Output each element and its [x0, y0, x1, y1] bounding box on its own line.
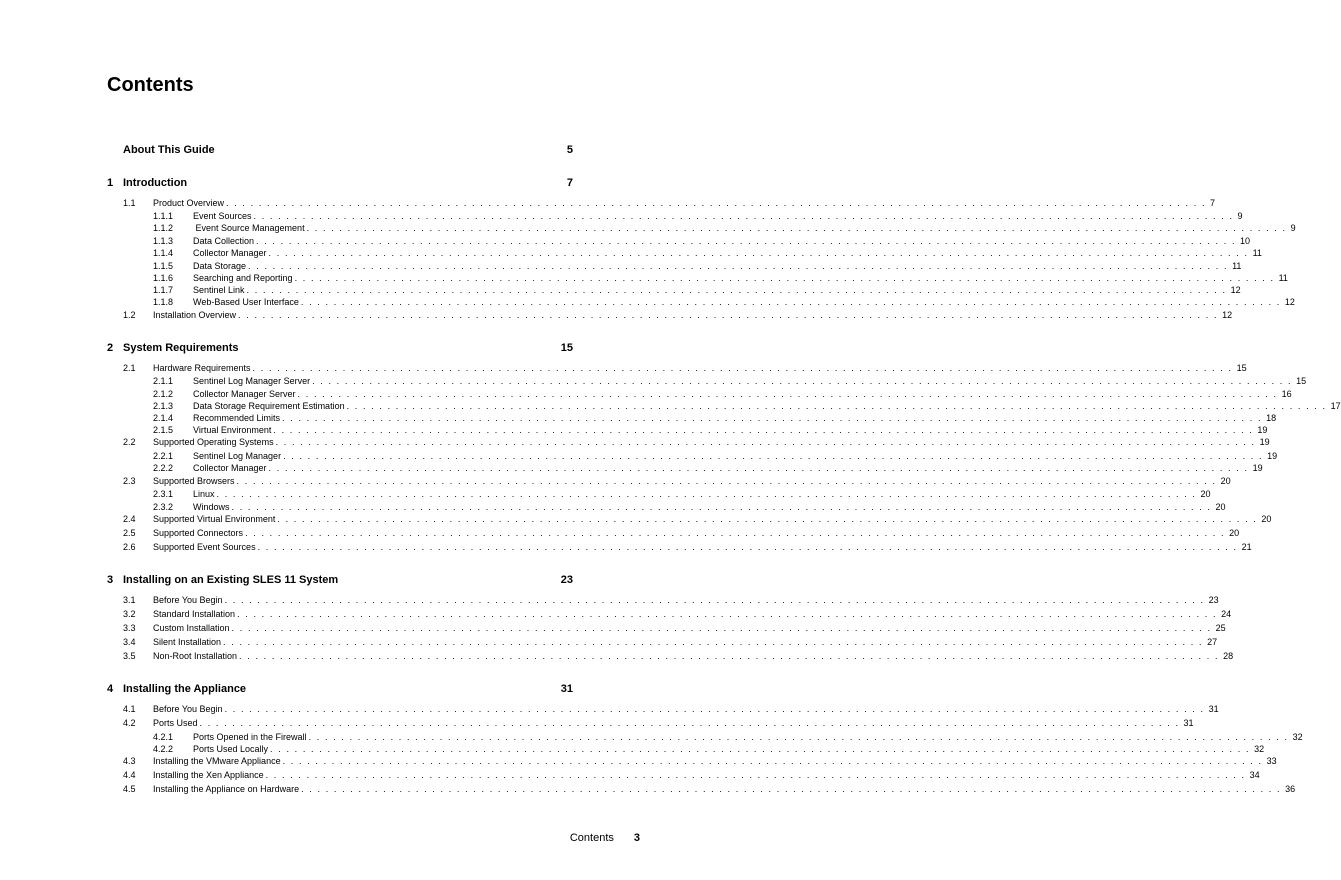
toc-chapter-row[interactable]: [107, 177, 573, 189]
footer-label: Contents: [569, 832, 614, 844]
toc-number: 4.3: [123, 756, 136, 766]
toc-section-row[interactable]: [123, 784, 1296, 794]
toc-leader-dots: . . . . . . . . . . . . . . . . . . . . . . . . . . . . . . . . . . . . . . . . . . . . . . . . . . . . . . . . . . . . . . . . . . . . . . . . . . . . . . . . . . . . . . . . . . . . . . . . . . . . . . . . . . . . . . . . . . . . . . . .: [257, 542, 1238, 552]
toc-leader-dots: . . . . . . . . . . . . . . . . . . . . . . . . . . . . . . . . . . . . . . . . . . . . . . . . . . . . . . . . . . . . . . . . . . . . . . . . . . . . . . . . . . . . . . . . . . . . . . . . . . . . . . . . . . . . . . . . . . . . . . . .: [246, 285, 1227, 295]
toc-number: 4.4: [123, 770, 136, 780]
toc-number: 2.1: [123, 363, 136, 373]
toc-page-number: 15: [1296, 376, 1307, 386]
toc-leader-dots: . . . . . . . . . . . . . . . . . . . . . . . . . . . . . . . . . . . . . . . . . . . . . . . . . . . . . . . . . . . . . . . . . . . . . . . . . . . . . . . . . . . . . . . . . . . . . . . . . . . . . . . . . . . . . . . . . . . . . . . .: [252, 363, 1233, 373]
toc-page-number: 31: [560, 683, 573, 695]
toc-page-number: 7: [1210, 198, 1216, 208]
toc-leader-dots: . . . . . . . . . . . . . . . . . . . . . . . . . . . . . . . . . . . . . . . . . . . . . . . . . . . . . . . . . . . . . . . . . . . . . . . . . . . . . . . . . . . . . . . . . . . . . . . . . . . . . . . . . . . . . . . . . . . . . . . .: [283, 451, 1264, 461]
toc-page-number: 11: [1278, 273, 1288, 283]
toc-page-number: 9: [1290, 223, 1296, 233]
toc-number: 4.5: [123, 784, 136, 794]
toc-page-number: 9: [1237, 211, 1243, 221]
toc-subsection-row[interactable]: [153, 211, 1243, 221]
toc-leader-dots: . . . . . . . . . . . . . . . . . . . . . . . . . . . . . . . . . . . . . . . . . . . . . . . . . . . . . . . . . . . . . . . . . . . . . . . . . . . . . . . . . . . . . . . . . . . . . . . . . . . . . . . . . . . . . . . . . . . . . . . .: [224, 704, 1205, 714]
toc-title[interactable]: Installing the VMware Appliance: [153, 756, 281, 766]
toc-leader-dots: . . . . . . . . . . . . . . . . . . . . . . . . . . . . . . . . . . . . . . . . . . . . . . . . . . . . . . . . . . . . . . . . . . . . . . . . . . . . . . . . . . . . . . . . . . . . . . . . . . . . . . . . . . . . . . . . . . . . . . . .: [231, 502, 1212, 512]
toc-page-number: 34: [1249, 770, 1260, 780]
toc-section-row[interactable]: [123, 514, 1272, 524]
toc-page-number: 12: [1230, 285, 1241, 295]
toc-section-row[interactable]: [123, 476, 1231, 486]
toc-number: 2.1.4: [153, 413, 174, 423]
toc-leader-dots: . . . . . . . . . . . . . . . . . . . . . . . . . . . . . . . . . . . . . . . . . . . . . . . . . . . . . . . . . . . . . . . . . . . . . . . . . . . . . . . . . . . . . . . . . . . . . . . . . . . . . . . . . . . . . . . . . . . . . . . .: [306, 223, 1287, 233]
toc-subsection-row[interactable]: [153, 389, 1292, 399]
toc-section-row[interactable]: [123, 623, 1226, 633]
toc-number: 1.1.5: [153, 261, 174, 271]
toc-page-number: 25: [1215, 623, 1226, 633]
toc-page-number: 11: [1232, 261, 1242, 271]
toc-page-number: 20: [1215, 502, 1226, 512]
toc-page-number: 31: [1183, 718, 1194, 728]
toc-leader-dots: . . . . . . . . . . . . . . . . . . . . . . . . . . . . . . . . . . . . . . . . . . . . . . . . . . . . . . . . . . . . . . . . . . . . . . . . . . . . . . . . . . . . . . . . . . . . . . . . . . . . . . . . . . . . . . . . . . . . . . . .: [268, 463, 1249, 473]
toc-title[interactable]: Hardware Requirements: [153, 363, 251, 373]
toc-leader-dots: . . . . . . . . . . . . . . . . . . . . . . . . . . . . . . . . . . . . . . . . . . . . . . . . . . . . . . . . . . . . . . . . . . . . . . . . . . . . . . . . . . . . . . . . . . . . . . . . . . . . . . . . . . . . . . . . . . . . . . . .: [224, 595, 1205, 605]
toc-leader-dots: . . . . . . . . . . . . . . . . . . . . . . . . . . . . . . . . . . . . . . . . . . . . . . . . . . . . . . . . . . . . . . . . . . . . . . . . . . . . . . . . . . . . . . . . . . . . . . . . . . . . . . . . . . . . . . . . . . . . . . . .: [277, 514, 1258, 524]
toc-number: 3: [107, 574, 114, 586]
toc-number: 4.2.1: [153, 732, 174, 742]
toc-title[interactable]: Supported Operating Systems: [153, 437, 274, 447]
toc-number: 2.1.5: [153, 425, 174, 435]
toc-chapter-row[interactable]: [107, 683, 573, 695]
toc-leader-dots: . . . . . . . . . . . . . . . . . . . . . . . . . . . . . . . . . . . . . . . . . . . . . . . . . . . . . . . . . . . . . . . . . . . . . . . . . . . . . . . . . . . . . . . . . . . . . . . . . . . . . . . . . . . . . . . . . . . . . . . .: [248, 261, 1229, 271]
toc-number: 3.1: [123, 595, 136, 605]
toc-title[interactable]: Searching and Reporting: [193, 273, 293, 283]
toc-leader-dots: . . . . . . . . . . . . . . . . . . . . . . . . . . . . . . . . . . . . . . . . . . . . . . . . . . . . . . . . . . . . . . . . . . . . . . . . . . . . . . . . . . . . . . . . . . . . . . . . . . . . . . . . . . . . . . . . . . . . . . . .: [282, 413, 1263, 423]
toc-section-row[interactable]: [123, 637, 1218, 647]
toc-section-row[interactable]: [123, 651, 1234, 661]
toc-number: 2.1.2: [153, 389, 174, 399]
toc-title[interactable]: Data Storage Requirement Estimation: [193, 401, 345, 411]
toc-section-row[interactable]: [123, 718, 1194, 728]
toc-number: 2.3.1: [153, 489, 174, 499]
toc-section-row[interactable]: [123, 595, 1219, 605]
toc-title[interactable]: Web-Based User Interface: [193, 297, 299, 307]
toc-page-number: 24: [1221, 609, 1232, 619]
toc-title[interactable]: Sentinel Link: [193, 285, 245, 295]
toc-page-number: 17: [1330, 401, 1341, 411]
toc-page-number: 19: [1252, 463, 1263, 473]
toc-subsection-row[interactable]: [153, 285, 1241, 295]
toc-page-number: 23: [560, 574, 573, 586]
toc-page-number: 27: [1207, 637, 1218, 647]
toc-title[interactable]: Non-Root Installation: [153, 651, 238, 661]
toc-title[interactable]: Installation Overview: [153, 310, 237, 320]
toc-chapter-row[interactable]: [107, 144, 573, 156]
toc-number: 1: [107, 177, 114, 189]
toc-number: 4: [107, 683, 114, 695]
toc-page-number: 20: [1261, 514, 1272, 524]
toc-title[interactable]: Event Source Management: [193, 223, 305, 233]
toc-number: 4.2: [123, 718, 136, 728]
toc-title[interactable]: Ports Used Locally: [193, 744, 269, 754]
toc-page-number: 32: [1254, 744, 1265, 754]
toc-page-number: 36: [1285, 784, 1296, 794]
toc-subsection-row[interactable]: [153, 273, 1288, 283]
toc-page-number: 31: [1208, 704, 1219, 714]
toc-number: 1.1.6: [153, 273, 174, 283]
toc-title[interactable]: Before You Begin: [153, 704, 223, 714]
toc-title[interactable]: Installing on an Existing SLES 11 System: [123, 574, 339, 586]
toc-page-number: 19: [1267, 451, 1278, 461]
toc-number: 1.1.3: [153, 236, 174, 246]
toc-subsection-row[interactable]: [153, 261, 1242, 271]
toc-title[interactable]: Silent Installation: [153, 637, 222, 647]
toc-section-row[interactable]: [123, 528, 1240, 538]
toc-subsection-row[interactable]: [153, 248, 1262, 258]
toc-title[interactable]: Sentinel Log Manager Server: [193, 376, 311, 386]
toc-page-number: 7: [566, 177, 573, 189]
toc-leader-dots: . . . . . . . . . . . . . . . . . . . . . . . . . . . . . . . . . . . . . . . . . . . . . . . . . . . . . . . . . . . . . . . . . . . . . . . . . . . . . . . . . . . . . . . . . . . . . . . . . . . . . . . . . . . . . . . . . . . . . . . .: [312, 376, 1293, 386]
toc-page-number: 33: [1266, 756, 1277, 766]
toc-title[interactable]: System Requirements: [123, 342, 239, 354]
toc-subsection-row[interactable]: [153, 425, 1268, 435]
toc-title[interactable]: Standard Installation: [153, 609, 236, 619]
toc-title[interactable]: Data Storage: [193, 261, 247, 271]
toc-title[interactable]: Linux: [193, 489, 215, 499]
toc-section-row[interactable]: [123, 310, 1233, 320]
toc-title[interactable]: Custom Installation: [153, 623, 230, 633]
toc-number: 3.4: [123, 637, 136, 647]
toc-page-number: 12: [1284, 297, 1295, 307]
toc-leader-dots: . . . . . . . . . . . . . . . . . . . . . . . . . . . . . . . . . . . . . . . . . . . . . . . . . . . . . . . . . . . . . . . . . . . . . . . . . . . . . . . . . . . . . . . . . . . . . . . . . . . . . . . . . . . . . . . . . . . . . . . .: [346, 401, 1327, 411]
toc-subsection-row[interactable]: [153, 744, 1265, 754]
toc-title[interactable]: Collector Manager: [193, 463, 267, 473]
toc-page-number: 15: [560, 342, 573, 354]
toc-subsection-row[interactable]: [153, 223, 1296, 233]
toc-title[interactable]: Supported Event Sources: [153, 542, 256, 552]
toc-number: 2.2.1: [153, 451, 174, 461]
toc-subsection-row[interactable]: [153, 463, 1263, 473]
toc-number: 2.3: [123, 476, 136, 486]
toc-title[interactable]: Before You Begin: [153, 595, 223, 605]
toc-title[interactable]: Virtual Environment: [193, 425, 272, 435]
toc-page-number: 19: [1259, 437, 1270, 447]
toc-number: 1.1.2: [153, 223, 174, 233]
toc-number: 2.5: [123, 528, 136, 538]
toc-number: 3.3: [123, 623, 136, 633]
toc-leader-dots: . . . . . . . . . . . . . . . . . . . . . . . . . . . . . . . . . . . . . . . . . . . . . . . . . . . . . . . . . . . . . . . . . . . . . . . . . . . . . . . . . . . . . . . . . . . . . . . . . . . . . . . . . . . . . . . . . . . . . . . .: [294, 273, 1275, 283]
toc-page-number: 15: [1236, 363, 1247, 373]
toc-leader-dots: . . . . . . . . . . . . . . . . . . . . . . . . . . . . . . . . . . . . . . . . . . . . . . . . . . . . . . . . . . . . . . . . . . . . . . . . . . . . . . . . . . . . . . . . . . . . . . . . . . . . . . . . . . . . . . . . . . . . . . . .: [268, 248, 1249, 258]
toc-page-number: 18: [1266, 413, 1277, 423]
toc-leader-dots: . . . . . . . . . . . . . . . . . . . . . . . . . . . . . . . . . . . . . . . . . . . . . . . . . . . . . . . . . . . . . . . . . . . . . . . . . . . . . . . . . . . . . . . . . . . . . . . . . . . . . . . . . . . . . . . . . . . . . . . .: [231, 623, 1212, 633]
toc-page-number: 20: [1229, 528, 1240, 538]
toc-section-row[interactable]: [123, 770, 1260, 780]
toc-page-number: 5: [566, 144, 573, 156]
toc-leader-dots: . . . . . . . . . . . . . . . . . . . . . . . . . . . . . . . . . . . . . . . . . . . . . . . . . . . . . . . . . . . . . . . . . . . . . . . . . . . . . . . . . . . . . . . . . . . . . . . . . . . . . . . . . . . . . . . . . . . . . . . .: [216, 489, 1197, 499]
toc-number: 3.5: [123, 651, 136, 661]
toc-page-number: 32: [1292, 732, 1303, 742]
toc-title[interactable]: Recommended Limits: [193, 413, 281, 423]
toc-number: 2: [107, 342, 114, 354]
toc-title[interactable]: Data Collection: [193, 236, 255, 246]
toc-leader-dots: . . . . . . . . . . . . . . . . . . . . . . . . . . . . . . . . . . . . . . . . . . . . . . . . . . . . . . . . . . . . . . . . . . . . . . . . . . . . . . . . . . . . . . . . . . . . . . . . . . . . . . . . . . . . . . . . . . . . . . . .: [297, 389, 1278, 399]
toc-leader-dots: . . . . . . . . . . . . . . . . . . . . . . . . . . . . . . . . . . . . . . . . . . . . . . . . . . . . . . . . . . . . . . . . . . . . . . . . . . . . . . . . . . . . . . . . . . . . . . . . . . . . . . . . . . . . . . . . . . . . . . . .: [239, 651, 1220, 661]
toc-section-row[interactable]: [123, 609, 1232, 619]
toc-number: 1.1: [123, 198, 136, 208]
toc-page-number: 20: [1220, 476, 1231, 486]
toc-title[interactable]: Event Sources: [193, 211, 252, 221]
toc-number: 2.4: [123, 514, 136, 524]
toc-leader-dots: . . . . . . . . . . . . . . . . . . . . . . . . . . . . . . . . . . . . . . . . . . . . . . . . . . . . . . . . . . . . . . . . . . . . . . . . . . . . . . . . . . . . . . . . . . . . . . . . . . . . . . . . . . . . . . . . . . . . . . . .: [199, 718, 1180, 728]
toc-subsection-row[interactable]: [153, 451, 1278, 461]
toc-section-row[interactable]: [123, 542, 1252, 552]
toc-section-row[interactable]: [123, 198, 1216, 208]
toc-title[interactable]: Installing the Xen Appliance: [153, 770, 264, 780]
toc-page-number: 12: [1222, 310, 1233, 320]
toc-number: 1.1.1: [153, 211, 174, 221]
toc-number: 1.2: [123, 310, 136, 320]
toc-subsection-row[interactable]: [153, 376, 1307, 386]
toc-title[interactable]: Product Overview: [153, 198, 225, 208]
toc-title[interactable]: Ports Used: [153, 718, 198, 728]
toc-title[interactable]: Installing the Appliance on Hardware: [153, 784, 300, 794]
toc-subsection-row[interactable]: [153, 236, 1251, 246]
toc-subsection-row[interactable]: [153, 297, 1295, 307]
toc-subsection-row[interactable]: [153, 489, 1211, 499]
toc-page-number: 28: [1223, 651, 1234, 661]
toc-section-row[interactable]: [123, 363, 1247, 373]
toc-leader-dots: . . . . . . . . . . . . . . . . . . . . . . . . . . . . . . . . . . . . . . . . . . . . . . . . . . . . . . . . . . . . . . . . . . . . . . . . . . . . . . . . . . . . . . . . . . . . . . . . . . . . . . . . . . . . . . . . . . . . . . . .: [273, 425, 1254, 435]
toc-leader-dots: . . . . . . . . . . . . . . . . . . . . . . . . . . . . . . . . . . . . . . . . . . . . . . . . . . . . . . . . . . . . . . . . . . . . . . . . . . . . . . . . . . . . . . . . . . . . . . . . . . . . . . . . . . . . . . . . . . . . . . . .: [270, 744, 1251, 754]
toc-leader-dots: . . . . . . . . . . . . . . . . . . . . . . . . . . . . . . . . . . . . . . . . . . . . . . . . . . . . . . . . . . . . . . . . . . . . . . . . . . . . . . . . . . . . . . . . . . . . . . . . . . . . . . . . . . . . . . . . . . . . . . . .: [275, 437, 1256, 447]
toc-leader-dots: . . . . . . . . . . . . . . . . . . . . . . . . . . . . . . . . . . . . . . . . . . . . . . . . . . . . . . . . . . . . . . . . . . . . . . . . . . . . . . . . . . . . . . . . . . . . . . . . . . . . . . . . . . . . . . . . . . . . . . . .: [300, 297, 1281, 307]
toc-page-number: 20: [1200, 489, 1211, 499]
toc-section-row[interactable]: [123, 704, 1219, 714]
toc-title[interactable]: Collector Manager: [193, 248, 267, 258]
toc-chapter-row[interactable]: [107, 574, 573, 586]
toc-page-number: 11: [1252, 248, 1262, 258]
toc-number: 1.1.7: [153, 285, 174, 295]
toc-leader-dots: . . . . . . . . . . . . . . . . . . . . . . . . . . . . . . . . . . . . . . . . . . . . . . . . . . . . . . . . . . . . . . . . . . . . . . . . . . . . . . . . . . . . . . . . . . . . . . . . . . . . . . . . . . . . . . . . . . . . . . . .: [238, 310, 1219, 320]
footer-page-number: 3: [633, 832, 640, 844]
toc-leader-dots: . . . . . . . . . . . . . . . . . . . . . . . . . . . . . . . . . . . . . . . . . . . . . . . . . . . . . . . . . . . . . . . . . . . . . . . . . . . . . . . . . . . . . . . . . . . . . . . . . . . . . . . . . . . . . . . . . . . . . . . .: [301, 784, 1282, 794]
toc-number: 1.1.4: [153, 248, 174, 258]
toc-title[interactable]: Supported Browsers: [153, 476, 235, 486]
toc-section-row[interactable]: [123, 756, 1277, 766]
page-title: Contents: [107, 74, 194, 96]
toc-number: 2.2.2: [153, 463, 174, 473]
toc-title[interactable]: Supported Virtual Environment: [153, 514, 276, 524]
toc-title[interactable]: About This Guide: [123, 144, 215, 156]
toc-number: 2.1.3: [153, 401, 174, 411]
toc-page-number: 10: [1240, 236, 1251, 246]
toc-leader-dots: . . . . . . . . . . . . . . . . . . . . . . . . . . . . . . . . . . . . . . . . . . . . . . . . . . . . . . . . . . . . . . . . . . . . . . . . . . . . . . . . . . . . . . . . . . . . . . . . . . . . . . . . . . . . . . . . . . . . . . . .: [265, 770, 1246, 780]
toc-leader-dots: . . . . . . . . . . . . . . . . . . . . . . . . . . . . . . . . . . . . . . . . . . . . . . . . . . . . . . . . . . . . . . . . . . . . . . . . . . . . . . . . . . . . . . . . . . . . . . . . . . . . . . . . . . . . . . . . . . . . . . . .: [245, 528, 1226, 538]
toc-subsection-row[interactable]: [153, 413, 1277, 423]
toc-number: 2.6: [123, 542, 136, 552]
toc-leader-dots: . . . . . . . . . . . . . . . . . . . . . . . . . . . . . . . . . . . . . . . . . . . . . . . . . . . . . . . . . . . . . . . . . . . . . . . . . . . . . . . . . . . . . . . . . . . . . . . . . . . . . . . . . . . . . . . . . . . . . . . .: [223, 637, 1204, 647]
toc-leader-dots: . . . . . . . . . . . . . . . . . . . . . . . . . . . . . . . . . . . . . . . . . . . . . . . . . . . . . . . . . . . . . . . . . . . . . . . . . . . . . . . . . . . . . . . . . . . . . . . . . . . . . . . . . . . . . . . . . . . . . . . .: [236, 476, 1217, 486]
toc-leader-dots: . . . . . . . . . . . . . . . . . . . . . . . . . . . . . . . . . . . . . . . . . . . . . . . . . . . . . . . . . . . . . . . . . . . . . . . . . . . . . . . . . . . . . . . . . . . . . . . . . . . . . . . . . . . . . . . . . . . . . . . .: [226, 198, 1207, 208]
toc-subsection-row[interactable]: [153, 732, 1303, 742]
toc-number: 4.1: [123, 704, 136, 714]
toc-title[interactable]: Windows: [193, 502, 230, 512]
toc-subsection-row[interactable]: [153, 401, 1341, 411]
toc-title[interactable]: Sentinel Log Manager: [193, 451, 282, 461]
toc-title[interactable]: Installing the Appliance: [123, 683, 247, 695]
toc-number: 4.2.2: [153, 744, 174, 754]
toc-page-number: 16: [1281, 389, 1292, 399]
toc-page-number: 19: [1257, 425, 1268, 435]
toc-title[interactable]: Supported Connectors: [153, 528, 244, 538]
toc-title[interactable]: Collector Manager Server: [193, 389, 296, 399]
toc-leader-dots: . . . . . . . . . . . . . . . . . . . . . . . . . . . . . . . . . . . . . . . . . . . . . . . . . . . . . . . . . . . . . . . . . . . . . . . . . . . . . . . . . . . . . . . . . . . . . . . . . . . . . . . . . . . . . . . . . . . . . . . .: [253, 211, 1234, 221]
toc-leader-dots: . . . . . . . . . . . . . . . . . . . . . . . . . . . . . . . . . . . . . . . . . . . . . . . . . . . . . . . . . . . . . . . . . . . . . . . . . . . . . . . . . . . . . . . . . . . . . . . . . . . . . . . . . . . . . . . . . . . . . . . .: [256, 236, 1237, 246]
toc-title[interactable]: Introduction: [123, 177, 188, 189]
toc-page-number: 23: [1208, 595, 1219, 605]
toc-page-number: 21: [1241, 542, 1252, 552]
toc-chapter-row[interactable]: [107, 342, 573, 354]
toc-number: 1.1.8: [153, 297, 174, 307]
toc-leader-dots: . . . . . . . . . . . . . . . . . . . . . . . . . . . . . . . . . . . . . . . . . . . . . . . . . . . . . . . . . . . . . . . . . . . . . . . . . . . . . . . . . . . . . . . . . . . . . . . . . . . . . . . . . . . . . . . . . . . . . . . .: [237, 609, 1218, 619]
toc-leader-dots: . . . . . . . . . . . . . . . . . . . . . . . . . . . . . . . . . . . . . . . . . . . . . . . . . . . . . . . . . . . . . . . . . . . . . . . . . . . . . . . . . . . . . . . . . . . . . . . . . . . . . . . . . . . . . . . . . . . . . . . .: [308, 732, 1289, 742]
toc-title[interactable]: Ports Opened in the Firewall: [193, 732, 307, 742]
toc-number: 2.1.1: [153, 376, 174, 386]
toc-leader-dots: . . . . . . . . . . . . . . . . . . . . . . . . . . . . . . . . . . . . . . . . . . . . . . . . . . . . . . . . . . . . . . . . . . . . . . . . . . . . . . . . . . . . . . . . . . . . . . . . . . . . . . . . . . . . . . . . . . . . . . . .: [282, 756, 1263, 766]
toc-number: 2.2: [123, 437, 136, 447]
page-footer: [570, 832, 640, 844]
toc-number: 2.3.2: [153, 502, 174, 512]
toc-number: 3.2: [123, 609, 136, 619]
toc-subsection-row[interactable]: [153, 502, 1226, 512]
toc-section-row[interactable]: [123, 437, 1270, 447]
